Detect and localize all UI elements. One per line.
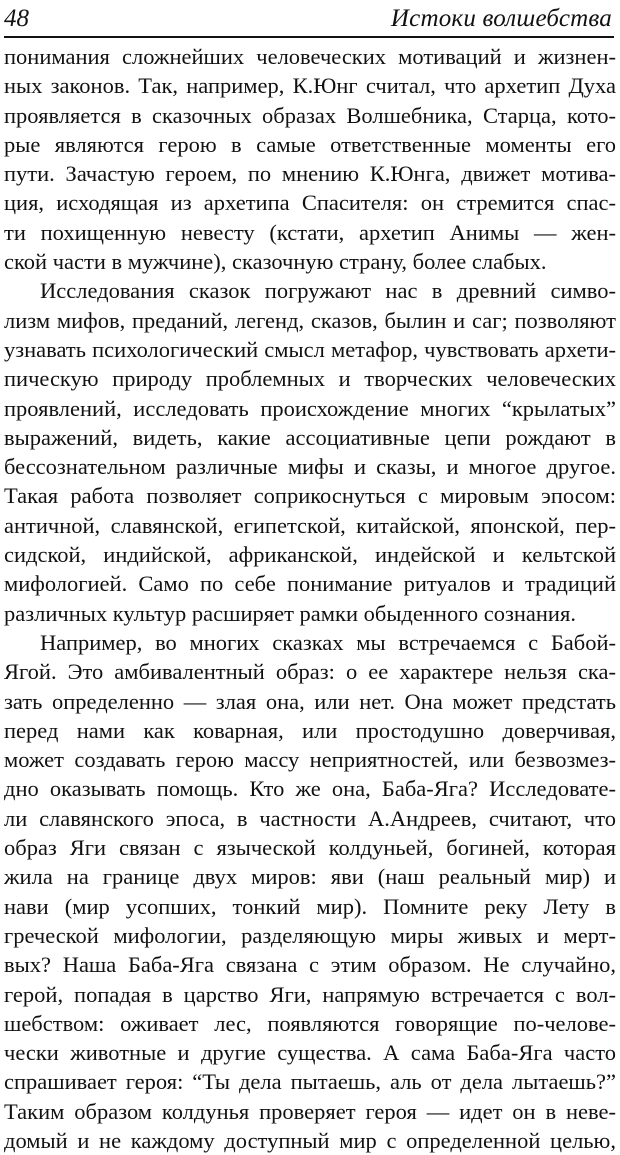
text-line: сидской, индийской, африканской, индейской и кельтской	[4, 542, 616, 568]
running-head-title: Истоки волшебства	[390, 5, 612, 32]
text-line: мифологией. Само по себе понимание ритуалов и традиций	[4, 571, 616, 597]
text-line: ных законов. Так, например, К.Юнг считал, что архетип Духа	[4, 73, 616, 99]
text-line: вых? Наша Баба-Яга связана с этим образом. Не случайно,	[4, 952, 616, 978]
paragraph	[4, 276, 616, 628]
text-line: Ягой. Это амбивалентный образ: о ее характере нельзя ска-	[4, 659, 616, 685]
text-line: образ Яги связан с языческой колдуньей, богиней, которая	[4, 835, 616, 861]
header-rule	[4, 36, 614, 38]
text-line: ли славянского эпоса, в частности А.Андреев, считают, что	[4, 805, 616, 831]
text-line: домый и не каждому доступный мир с определенной целью,	[4, 1127, 616, 1153]
text-line: Таким образом колдунья проверяет героя — идет он в неве-	[4, 1098, 616, 1124]
text-line: ция, исходящая из архетипа Спасителя: он стремится спас-	[4, 190, 616, 216]
text-line: дно оказывать помощь. Кто же она, Баба-Яга? Исследовате-	[4, 776, 616, 802]
text-line: ской части в мужчине), сказочную страну, более слабых.	[4, 249, 547, 275]
paragraph	[4, 42, 616, 276]
text-line: проявляется в сказочных образах Волшебника, Старца, кото-	[4, 102, 616, 128]
text-line: Например, во многих сказках мы встречаемся с Бабой-	[40, 629, 616, 655]
text-line: нави (мир усопших, тонкий мир). Помните реку Лету в	[4, 893, 616, 919]
text-line: греческой мифологии, разделяющую миры живых и мерт-	[4, 922, 616, 948]
running-head	[4, 4, 612, 36]
text-line: зать определенно — злая она, или нет. Она может предстать	[4, 688, 616, 714]
text-line: пическую природу проблемных и творческих человеческих	[4, 366, 616, 392]
text-line: пути. Зачастую героем, по мнению К.Юнга, движет мотива-	[4, 161, 616, 187]
body-text	[4, 42, 616, 1155]
text-line: герой, попадая в царство Яги, напрямую встречается с вол-	[4, 981, 616, 1007]
text-line: перед нами как коварная, или простодушно доверчивая,	[4, 717, 616, 743]
text-line: бессознательном различные мифы и сказы, и многое другое.	[4, 454, 616, 480]
text-line: выражений, видеть, какие ассоциативные цепи рождают в	[4, 424, 616, 450]
text-line: может создавать герою массу неприятностей, или безвозмез-	[4, 747, 616, 773]
text-line: различных культур расширяет рамки обыденного сознания.	[4, 600, 576, 626]
text-line: шебством: оживает лес, появляются говорящие по-челове-	[4, 1010, 616, 1036]
text-line: жила на границе двух миров: яви (наш реальный мир) и	[4, 864, 616, 890]
text-line: ти похищенную невесту (кстати, архетип Анимы — жен-	[4, 219, 616, 245]
text-line: рые являются герою в самые ответственные моменты его	[4, 131, 616, 157]
text-line: понимания сложнейших человеческих мотиваций и жизнен-	[4, 44, 616, 69]
text-line: Исследования сказок погружают нас в древний симво-	[40, 278, 616, 304]
page-number: 48	[4, 5, 29, 32]
text-line: узнавать психологический смысл метафор, чувствовать архети-	[4, 336, 616, 362]
text-line: античной, славянской, египетской, китайской, японской, пер-	[4, 512, 616, 538]
text-line: Такая работа позволяет соприкоснуться с мировым эпосом:	[4, 483, 616, 509]
paragraph	[4, 628, 616, 1155]
text-line: спрашивает героя: “Ты дела пытаешь, аль от дела лытаешь?”	[4, 1069, 616, 1095]
text-line: проявлений, исследовать происхождение многих “крылатых”	[4, 395, 616, 421]
text-line: лизм мифов, преданий, легенд, сказов, былин и саг; позволяют	[4, 307, 616, 333]
text-line: чески животные и другие существа. А сама Баба-Яга часто	[4, 1040, 616, 1066]
